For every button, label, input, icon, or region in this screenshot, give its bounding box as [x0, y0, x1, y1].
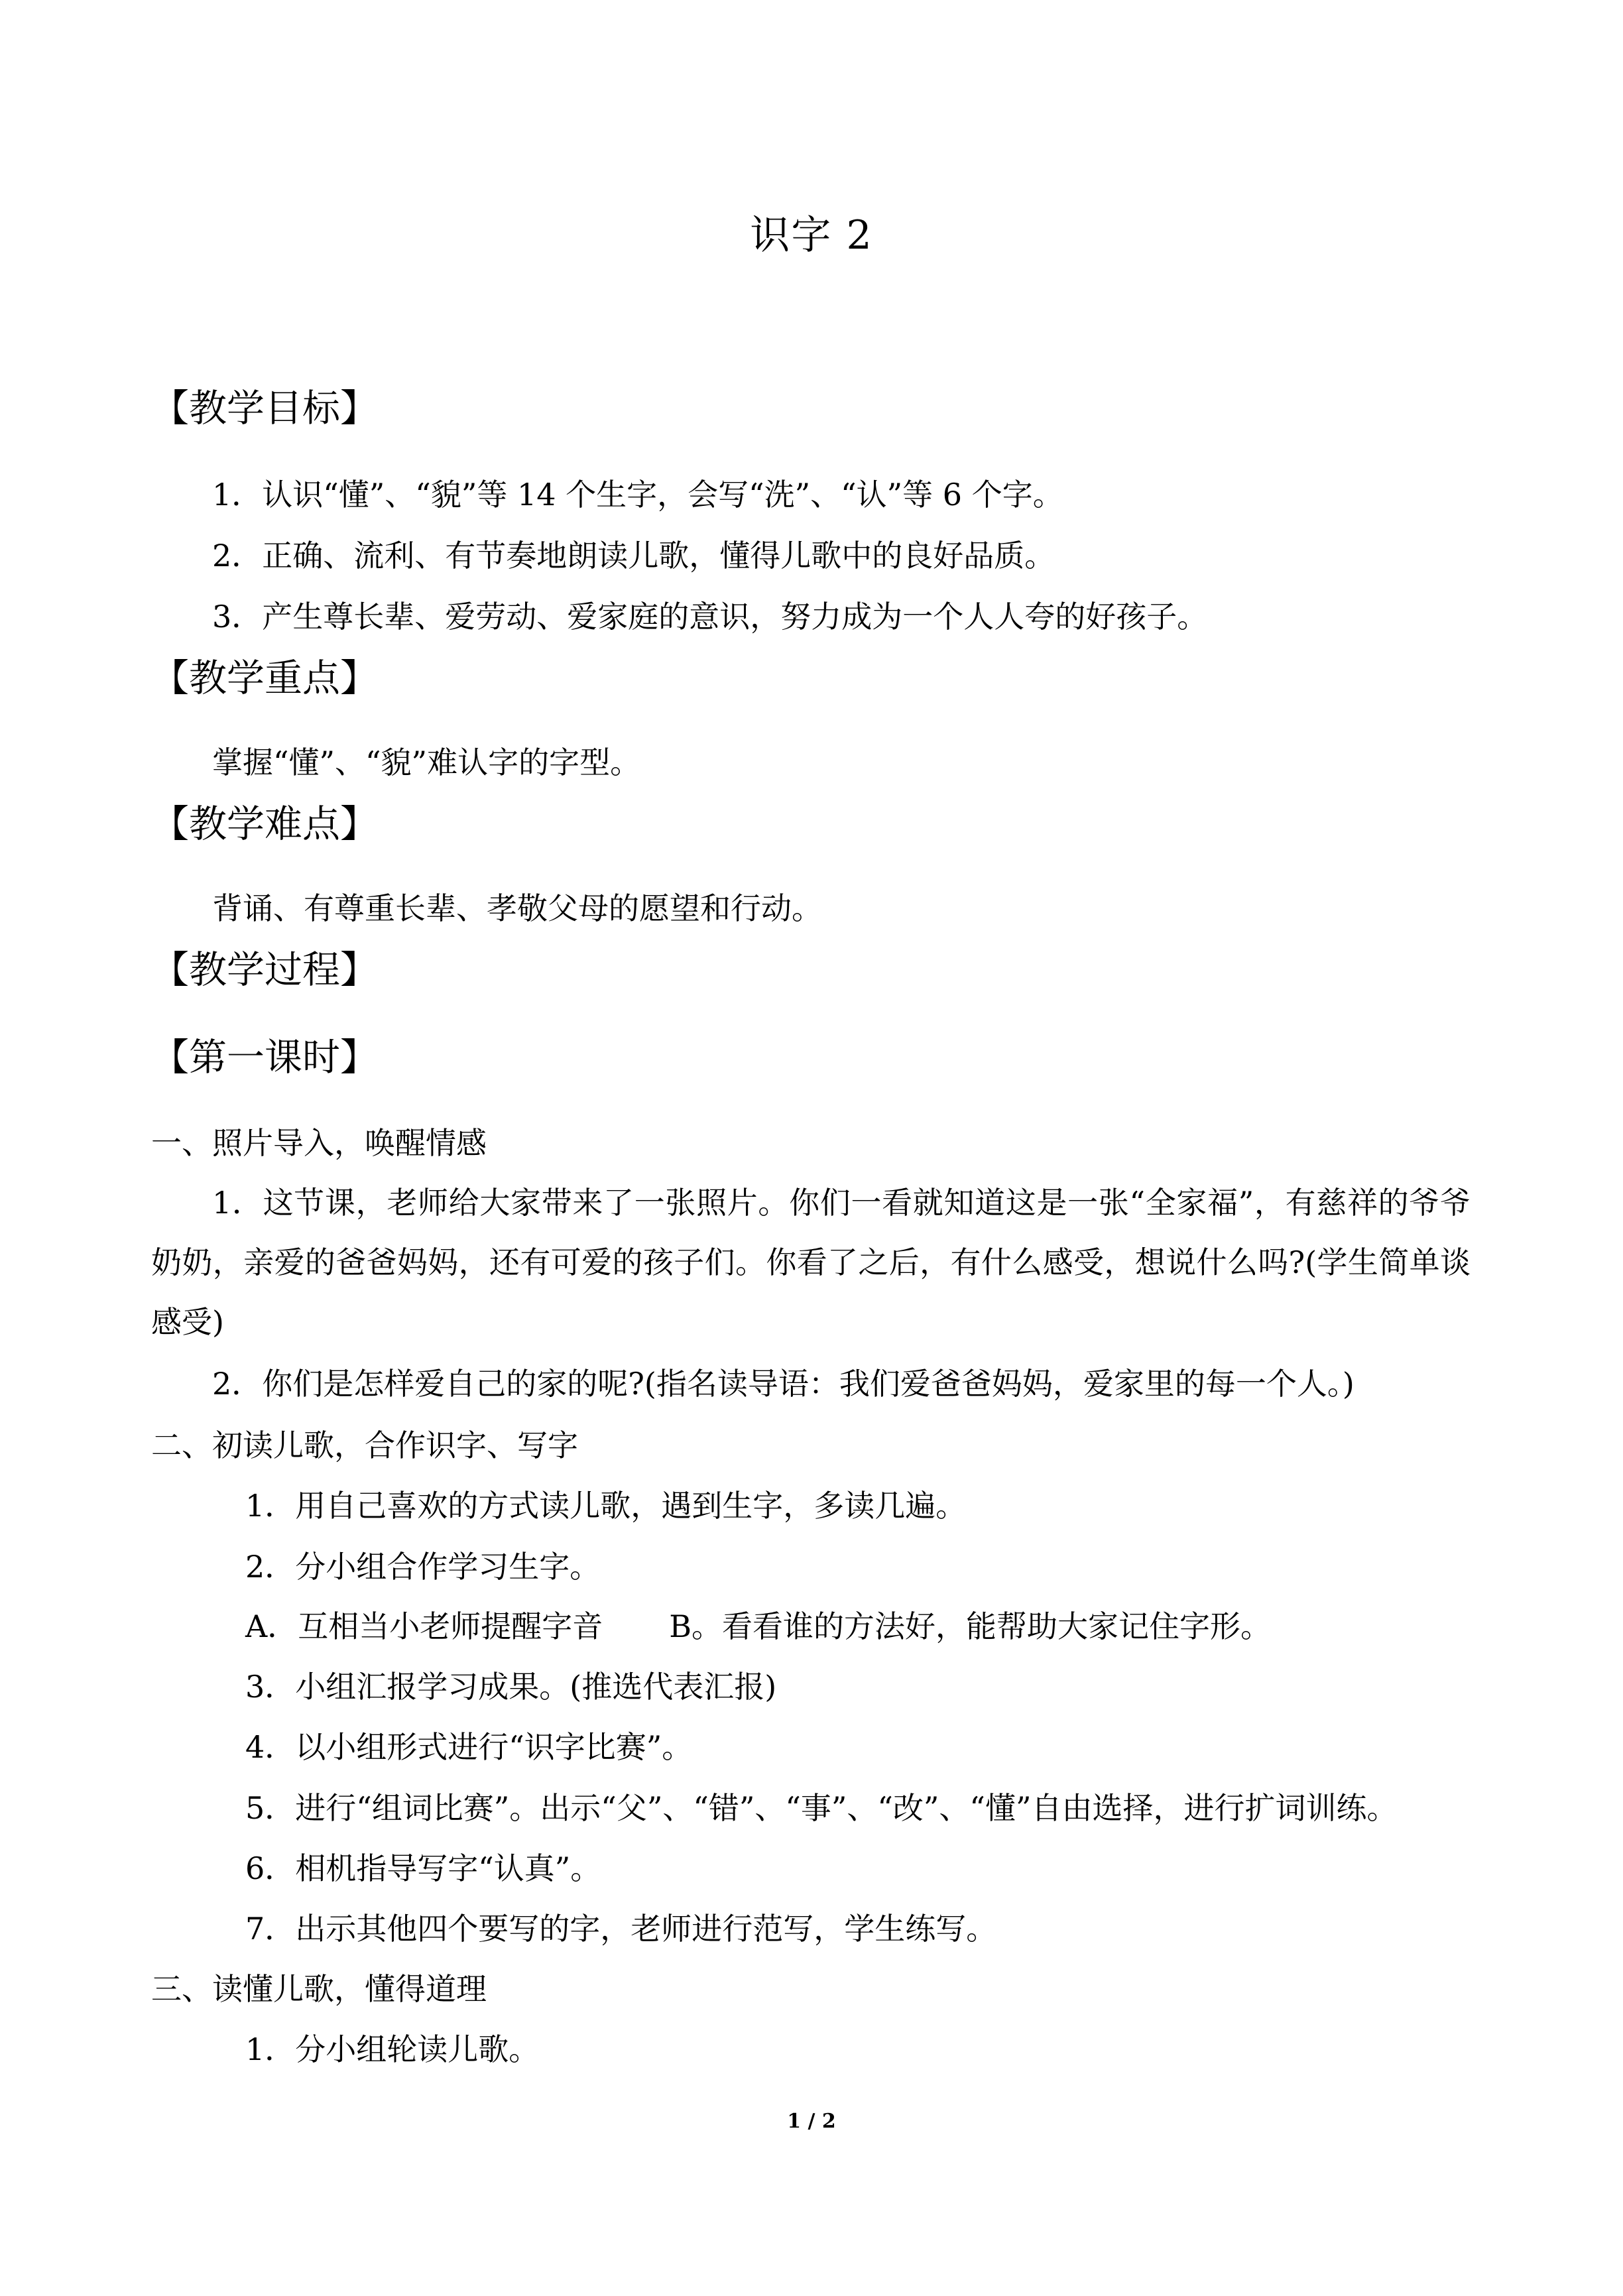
goal-item-1: 1．认识“懂”、“貌”等 14 个生字，会写“洗”、“认”等 6 个字。 [212, 477, 1063, 513]
part2-item-4: 4．以小组形式进行“识字比赛”。 [245, 1729, 693, 1765]
part3-heading: 三、读懂儿歌，懂得道理 [151, 1971, 487, 2007]
page-number: 1 / 2 [787, 2110, 836, 2133]
part2-item-2a: A．互相当小老师提醒字音 [245, 1608, 603, 1644]
part2-item-1: 1．用自己喜欢的方式读儿歌，遇到生字，多读几遍。 [245, 1488, 967, 1524]
difficulty-heading: 【教学难点】 [151, 802, 378, 846]
difficulty-text: 背诵、有尊重长辈、孝敬父母的愿望和行动。 [212, 890, 822, 926]
page-title: 识字 2 [750, 212, 873, 259]
part2-item-2-sub [245, 1606, 1271, 1646]
lesson-heading: 【第一课时】 [151, 1036, 378, 1079]
part2-item-2: 2．分小组合作学习生字。 [245, 1549, 601, 1585]
part2-item-2b: B。看看谁的方法好，能帮助大家记住字形。 [669, 1608, 1272, 1644]
part2-item-6: 6．相机指导写字“认真”。 [245, 1850, 601, 1886]
key-points-text: 掌握“懂”、“貌”难认字的字型。 [212, 745, 641, 780]
goals-heading: 【教学目标】 [151, 387, 378, 430]
part3-item-1: 1．分小组轮读儿歌。 [245, 2031, 540, 2067]
part1-heading: 一、照片导入，唤醒情感 [151, 1125, 487, 1161]
part2-heading: 二、初读儿歌，合作识字、写字 [151, 1427, 578, 1463]
part1-paragraph-2: 2．你们是怎样爱自己的家的呢?(指名读导语：我们爱爸爸妈妈，爱家里的每一个人。) [212, 1366, 1354, 1402]
goal-item-2: 2．正确、流利、有节奏地朗读儿歌，懂得儿歌中的良好品质。 [212, 538, 1055, 574]
part2-item-3: 3．小组汇报学习成果。(推选代表汇报) [245, 1669, 777, 1705]
process-heading: 【教学过程】 [151, 948, 378, 992]
key-points-heading: 【教学重点】 [151, 656, 378, 700]
goal-item-3: 3．产生尊长辈、爱劳动、爱家庭的意识，努力成为一个人人夸的好孩子。 [212, 599, 1208, 634]
part1-paragraph-1: 1．这节课，老师给大家带来了一张照片。你们一看就知道这是一张“全家福”，有慈祥的爷爷奶奶，亲爱的爸爸妈妈，还有可爱的孩子们。你看了之后，有什么感受，想说什么吗?(学生简单谈感受) [151, 1185, 1471, 1340]
part2-item-7: 7．出示其他四个要写的字，老师进行范写，学生练写。 [245, 1911, 997, 1947]
part2-item-5: 5．进行“组词比赛”。出示“父”、“错”、“事”、“改”、“懂”自由选择，进行扩词训练。 [245, 1790, 1398, 1826]
